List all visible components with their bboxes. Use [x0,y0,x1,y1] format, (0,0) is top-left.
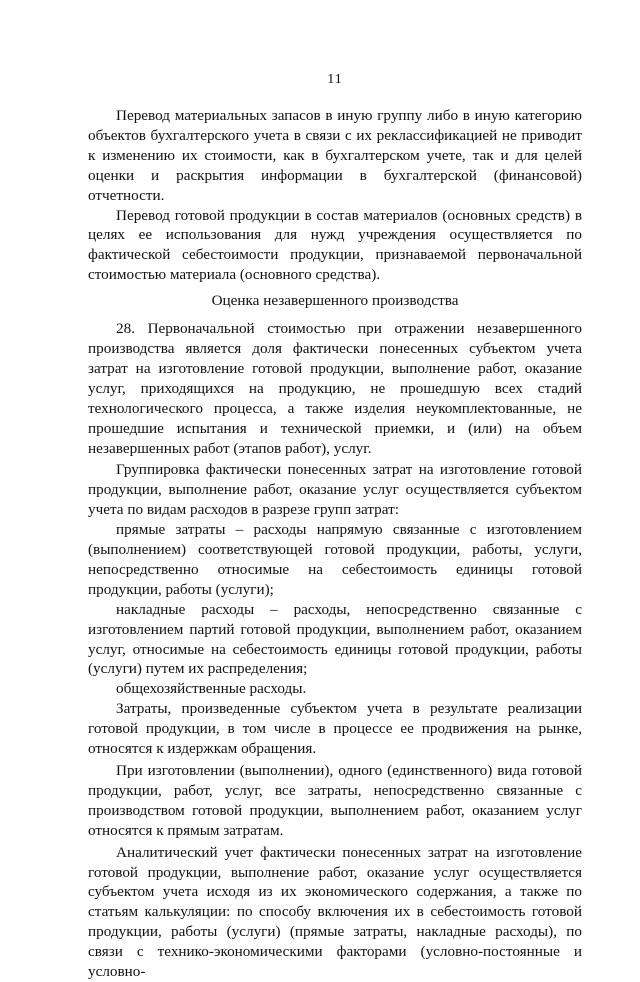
paragraph-single-product: При изготовлении (выполнении), одного (единственного) вида готовой продукции, работ, услуг, все затраты, непосредственно связанные с производством готовой продукции, выполнением работ, оказанием услуг относятся к прямым затратам. [88,762,582,839]
paragraph-overhead-costs: накладные расходы – расходы, непосредственно связанные с изготовлением партий готовой продукции, выполнением работ, оказанием услуг, относимые на себестоимость единицы готовой продукции, работы (услуги) путем их распределения; [88,600,582,678]
paragraph-direct-costs: прямые затраты – расходы напрямую связанные с изготовлением (выполнением) соответствующей готовой продукции, работы, услуги, непосредственно относимые на себестоимость единицы готовой продукции, работы (услуги); [88,521,582,598]
paragraph-reclassification: Перевод материальных запасов в иную группу либо в иную категорию объектов бухгалтерского учета в связи с их реклассификацией не приводит к изменению их стоимости, как в бухгалтерском учете, так и для целей оценки и раскрытия информации в бухгалтерской (финансовой) отчетности. [88,107,582,204]
paragraph-analytical-accounting: Аналитический учет фактически понесенных затрат на изготовление готовой продукции, выполнение работ, оказание услуг осуществляется субъектом учета исходя из их экономического содержания, а также по статьям калькуляции: по способу включения их в себестоимость готовой продукции, работы (услуги) (прямые затраты, накладные расходы), по связи с технико-экономическими факторами (условно-постоянные и условно- [88,843,582,981]
paragraph-28-initial-cost: 28. Первоначальной стоимостью при отражении незавершенного производства является доля фактически понесенных субъектом учета затрат на изготовление готовой продукции, выполнение работ, оказание услуг, приходящихся на продукцию, не прошедшую всех стадий технологического процесса, а также изделия неукомплектованные, не прошедшие испытания и технической приемки, и (или) на объем незавершенных работ (этапов работ), услуг. [88,320,582,457]
page-number: 11 [327,72,343,87]
paragraph-general-expenses: общехозяйственные расходы. [116,680,307,698]
document-page [88,72,582,982]
paragraph-cost-grouping: Группировка фактически понесенных затрат на изготовление готовой продукции, выполнение работ, оказание услуг осуществляется субъектом учета по видам расходов в разрезе групп затрат: [88,461,582,519]
paragraph-distribution-costs: Затраты, произведенные субъектом учета в результате реализации готовой продукции, в том числе в процессе ее продвижения на рынке, относятся к издержкам обращения. [88,700,582,758]
paragraph-finished-goods-transfer: Перевод готовой продукции в состав материалов (основных средств) в целях ее использования для нужд учреждения осуществляется по фактической себестоимости продукции, признаваемой первоначальной стоимостью материала (основного средства). [88,206,582,284]
section-heading: Оценка незавершенного производства [211,292,459,310]
